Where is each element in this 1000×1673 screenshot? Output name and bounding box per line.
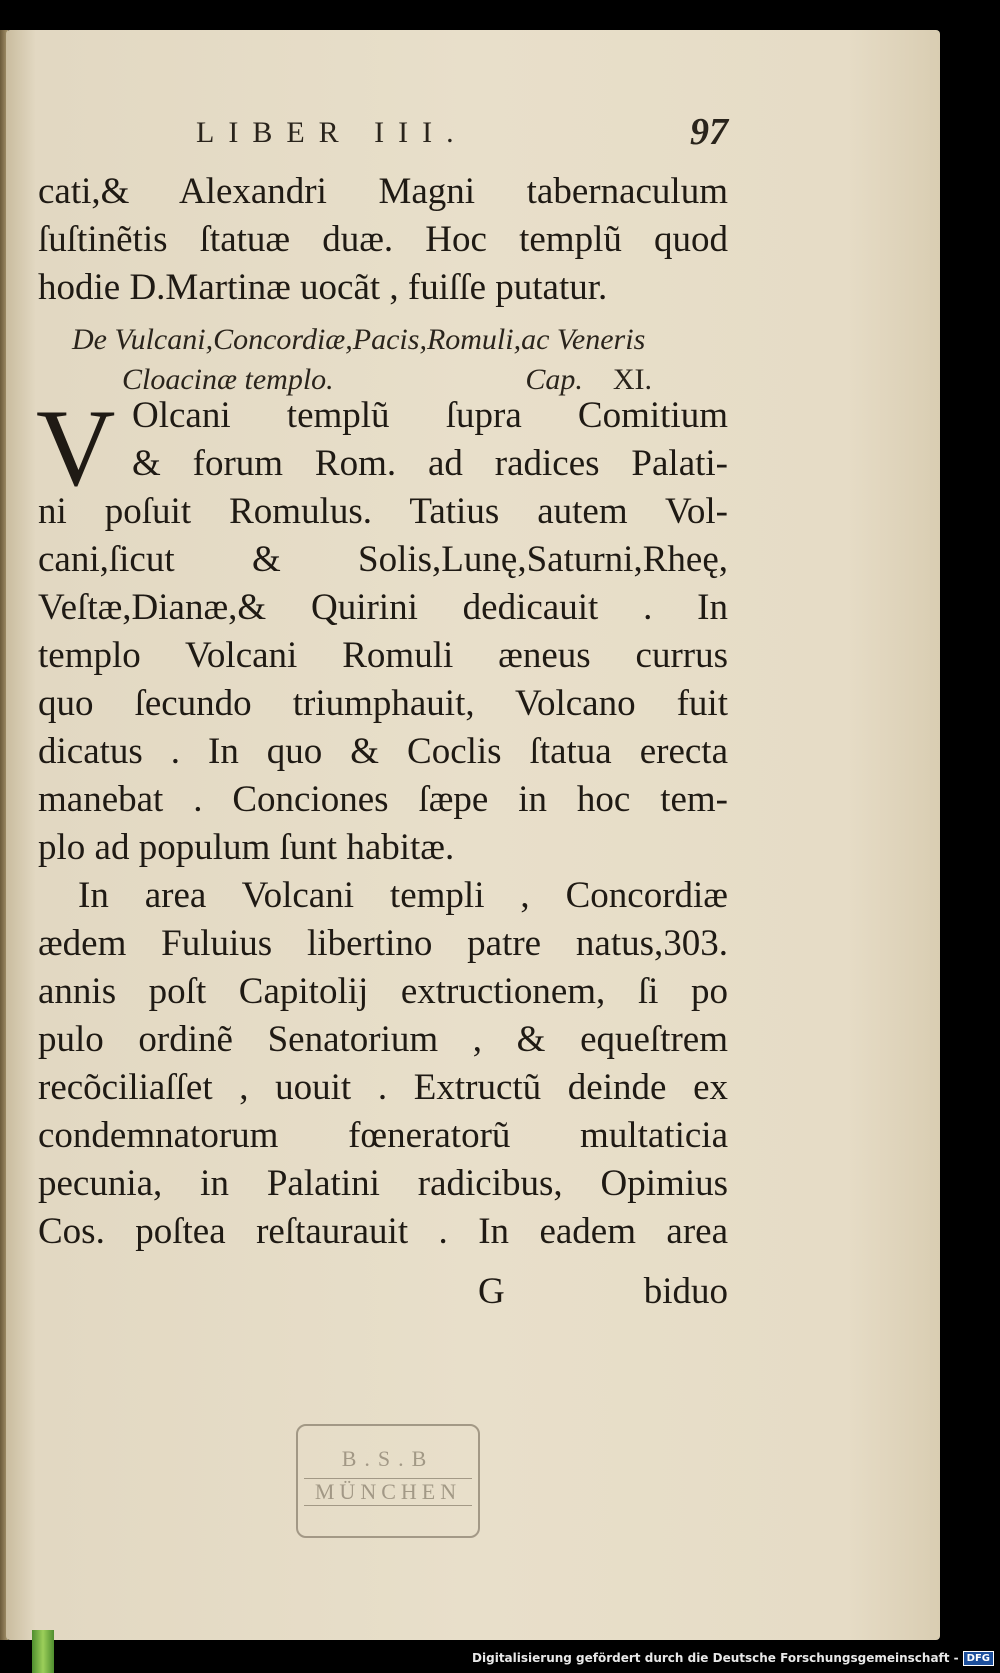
text-line: cati,& Alexandri Magni tabernaculum xyxy=(38,171,728,212)
text-line: hodie D.Martinæ uocãt , fuiſſe putatur. xyxy=(38,267,608,308)
drop-cap: V xyxy=(36,387,116,509)
stamp-line-1: B.S.B xyxy=(341,1446,435,1471)
text-line: Veſtæ,Dianæ,& Quirini dedicauit . In xyxy=(38,587,728,628)
text-line: recõciliaſſet , uouit . Extructũ deinde ex xyxy=(38,1067,728,1108)
catchword: biduo xyxy=(643,1271,728,1312)
chapter-label-text: Cap. xyxy=(525,363,583,396)
text-line: templo Volcani Romuli æneus currus xyxy=(38,635,728,676)
text-line: pulo ordinẽ Senatorium , & equeſtrem xyxy=(38,1019,728,1060)
dfg-logo-icon: DFG xyxy=(963,1651,994,1666)
signature-mark: G xyxy=(478,1271,505,1312)
chapter-heading xyxy=(72,320,692,400)
text-line: Olcani templũ ſupra Comitium xyxy=(132,395,728,436)
text-line: plo ad populum ſunt habitæ. xyxy=(38,827,455,868)
text-line: ædem Fuluius libertino patre natus,303. xyxy=(38,923,728,964)
text-line: ni poſuit Romulus. Tatius autem Vol- xyxy=(38,491,728,532)
bookmark-ribbon xyxy=(32,1630,54,1673)
text-line: & forum Rom. ad radices Palati- xyxy=(132,443,728,484)
page-number: 97 xyxy=(690,111,728,153)
text-line: ſuſtinẽtis ſtatuæ duæ. Hoc templũ quod xyxy=(38,219,728,260)
text-line: annis poſt Capitolij extructionem, ſi po xyxy=(38,971,728,1012)
text-block-main xyxy=(36,387,728,1256)
text-block-top xyxy=(38,168,728,312)
stamp-line-2: MÜNCHEN xyxy=(304,1478,472,1506)
text-line: pecunia, in Palatini radicibus, Opimius xyxy=(38,1163,728,1204)
library-stamp xyxy=(296,1424,480,1538)
text-line: quo ſecundo triumphauit, Volcano fuit xyxy=(38,683,728,724)
text-line: In area Volcani templi , Concordiæ xyxy=(78,875,728,916)
heading-line-1: De Vulcani,Concordiæ,Pacis,Romuli,ac Veneris xyxy=(72,323,646,356)
text-line: dicatus . In quo & Coclis ſtatua erecta xyxy=(38,731,728,772)
text-line: Cos. poſtea reſtaurauit . In eadem area xyxy=(38,1211,728,1252)
page-header xyxy=(78,111,728,160)
footer-text: Digitalisierung gefördert durch die Deutsche Forschungsgemeinschaft - xyxy=(472,1651,959,1665)
text-line: manebat . Conciones ſæpe in hoc tem- xyxy=(38,779,728,820)
digitization-footer xyxy=(472,1647,994,1669)
text-line: cani,ſicut & Solis,Lunę,Saturni,Rheę, xyxy=(38,539,728,580)
chapter-number: XI. xyxy=(612,363,652,396)
running-title: LIBER III. xyxy=(196,116,468,149)
catchline xyxy=(38,1270,728,1318)
text-line: condemnatorum fœneratorũ multaticia xyxy=(38,1115,728,1156)
heading-line-2: Cloacinæ templo. xyxy=(122,363,334,396)
